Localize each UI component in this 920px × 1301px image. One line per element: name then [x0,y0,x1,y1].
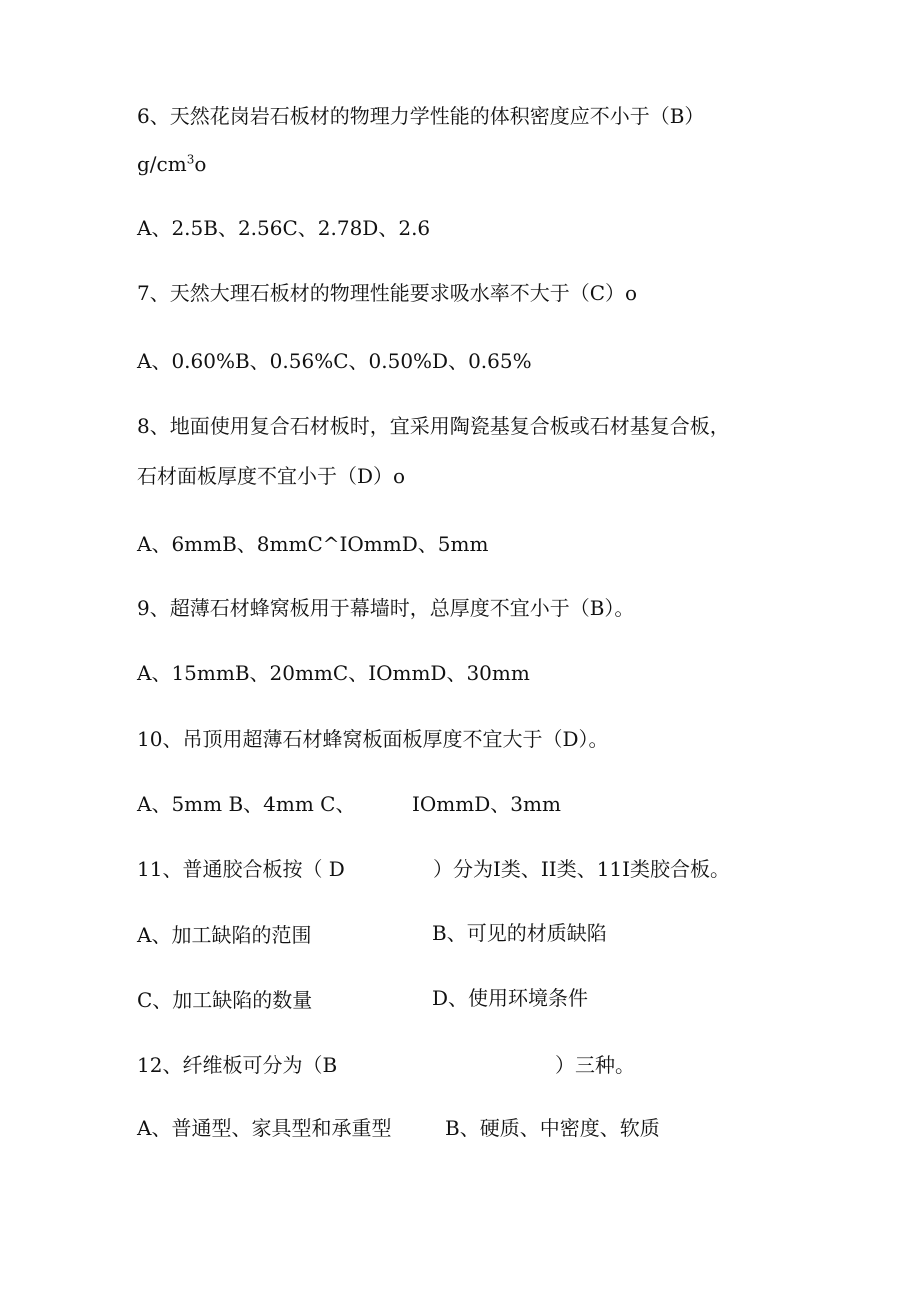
question-6-options: A、2.5B、2.56C、2.78D、2.6 [137,216,431,240]
question-6-stem-unit [137,150,206,178]
question-11-stem-part1: 11、普通胶合板按（ D [137,857,345,881]
question-9-options: A、15mmB、20mmC、IOmmD、30mm [137,661,530,685]
question-10-options-part2: IOmmD、3mm [412,792,561,816]
question-12-stem-part2: ）三种。 [555,1053,635,1077]
question-6-unit-text: g∕cm [137,152,187,176]
question-6-unit-superscript: 3 [186,152,195,167]
question-8-stem-line1: 8、地面使用复合石材板时，宜采用陶瓷基复合板或石材基复合板， [137,414,730,438]
question-11-option-b: B、可见的材质缺陷 [432,921,607,945]
question-11-option-c: C、加工缺陷的数量 [137,988,313,1012]
question-12-stem-part1: 12、纤维板可分为（B [137,1053,338,1077]
question-11-option-a: A、加工缺陷的范围 [137,923,312,947]
question-8-stem-line2: 石材面板厚度不宜小于（D）o [137,464,406,488]
question-6-unit-tail: o [194,152,207,176]
question-9-stem: 9、超薄石材蜂窝板用于幕墙时，总厚度不宜小于（B）。 [137,596,635,620]
question-8-options: A、6mmB、8mmC^IOmmD、5mm [137,532,489,556]
question-7-options: A、0.60%B、0.56%C、0.50%D、0.65% [137,349,532,373]
question-10-stem: 10、吊顶用超薄石材蜂窝板面板厚度不宜大于（D）。 [137,727,609,751]
question-6-stem-line1: 6、天然花岗岩石板材的物理力学性能的体积密度应不小于（B） [137,104,705,128]
question-12-option-b: B、硬质、中密度、软质 [445,1116,660,1140]
question-7-stem: 7、天然大理石板材的物理性能要求吸水率不大于（C）o [137,281,638,305]
question-12-option-a: A、普通型、家具型和承重型 [137,1116,392,1140]
question-11-option-d: D、使用环境条件 [432,986,589,1010]
question-11-stem-part2: ）分为I类、II类、11I类胶合板。 [433,857,731,881]
question-10-options-part1: A、5mm B、4mm C、 [137,792,356,816]
